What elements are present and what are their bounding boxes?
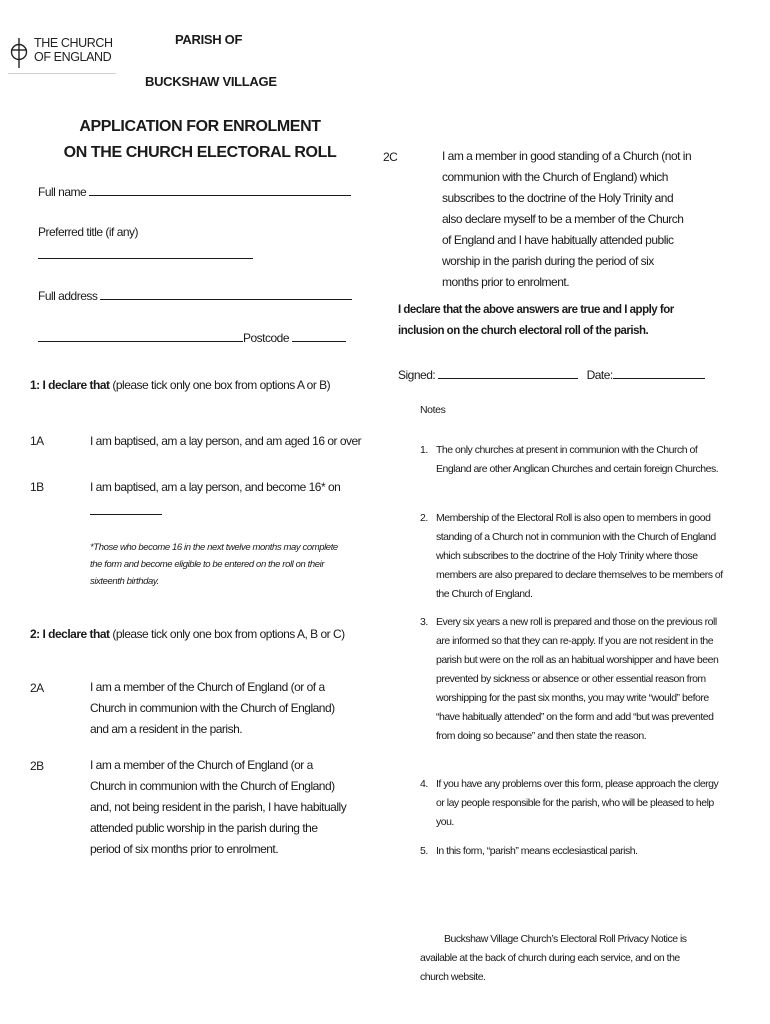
postcode-field: Postcode — [38, 329, 346, 345]
preferred-title-label: Preferred title (if any) — [38, 225, 139, 239]
notes-heading: Notes — [420, 404, 446, 416]
church-of-england-logo — [10, 34, 113, 74]
declaration-text: I declare that the above answers are true and I apply for inclusion on the church electoral roll of the parish. — [398, 304, 674, 337]
note-item: 4. If you have any problems over this form, please approach the clergy or lay people responsible for the parish, who will be pleased to help you. — [420, 778, 719, 828]
date-input[interactable] — [613, 366, 705, 379]
option-1a-text: I am baptised, am a lay person, and am aged 16 or over — [90, 434, 362, 448]
cross-circle-icon — [10, 36, 32, 70]
option-1b-text: I am baptised, am a lay person, and become 16* on — [90, 480, 341, 494]
option-2a-text: I am a member of the Church of England (or of a Church in communion with the Church of England) and am a resident in the parish. — [90, 680, 335, 736]
signature-row: Signed: Date: — [398, 366, 705, 382]
full-name-input[interactable] — [89, 183, 351, 196]
option-2b-text: I am a member of the Church of England (or a Church in communion with the Church of England) and, not being resident in the parish, I have habitually attended public worship in the parish during the period of six months prior to enrolment. — [90, 758, 347, 856]
option-2c-text: I am a member in good standing of a Church (not in communion with the Church of England) which subscribes to the doctrine of the Holy Trinity and also declare myself to be a member of the Church of England and I have habitually attended public worship in the parish during the period of six months prior to enrolment. — [442, 149, 692, 289]
note-item: 3. Every six years a new roll is prepared and those on the previous roll are informed so that they can re-apply. If you are not resident in the parish but were on the roll as an habitual worshipper and have been prevented by sickness or absence or other essential reason from worshipping for the past six months, you may write “would” before “have habitually attended” on the form and add “but was prevented from doing so because” and then state the reason. — [420, 616, 719, 742]
option-2a-label: 2A — [30, 681, 44, 695]
address-line1-input[interactable] — [100, 287, 352, 300]
parish-name-heading: BUCKSHAW VILLAGE — [145, 74, 277, 89]
option-1b-label: 1B — [30, 480, 44, 494]
address-line2-input[interactable] — [38, 329, 243, 342]
form-title: APPLICATION FOR ENROLMENT ON THE CHURCH ELECTORAL ROLL — [63, 118, 337, 161]
note-item: 1. The only churches at present in communion with the Church of England are other Anglican Churches and certain foreign Churches. — [420, 444, 719, 475]
preferred-title-input[interactable] — [38, 258, 253, 259]
signature-input[interactable] — [438, 366, 578, 379]
age-footnote: *Those who become 16 in the next twelve months may complete the form and become eligible to be entered on the roll on their sixteenth birthday. — [90, 542, 338, 587]
logo-divider — [8, 73, 116, 74]
option-2c-label: 2C — [383, 150, 398, 164]
option-1a-label: 1A — [30, 434, 44, 448]
section2-heading: 2: I declare that (please tick only one box from options A, B or C) — [30, 627, 345, 641]
postcode-input[interactable] — [292, 329, 346, 342]
note-item: 2. Membership of the Electoral Roll is also open to members in good standing of a Church not in communion with the Church of England which subscribes to the doctrine of the Holy Trinity where those members are also prepared to declare themselves to be members of the Church of England. — [420, 512, 723, 600]
section1-heading: 1: I declare that (please tick only one box from options A or B) — [30, 378, 331, 392]
logo-wordmark: THE CHURCH OF ENGLAND — [34, 36, 113, 64]
full-address-field: Full address — [38, 287, 352, 303]
note-item: 5. In this form, “parish” means ecclesiastical parish. — [420, 845, 638, 857]
full-name-field: Full name — [38, 183, 351, 199]
option-2b-label: 2B — [30, 759, 44, 773]
birthday-date-input[interactable] — [90, 514, 162, 515]
parish-of-heading: PARISH OF — [175, 32, 243, 47]
privacy-notice: Buckshaw Village Church’s Electoral Roll Privacy Notice is available at the back of church during each service, and on the church website. — [420, 933, 687, 983]
